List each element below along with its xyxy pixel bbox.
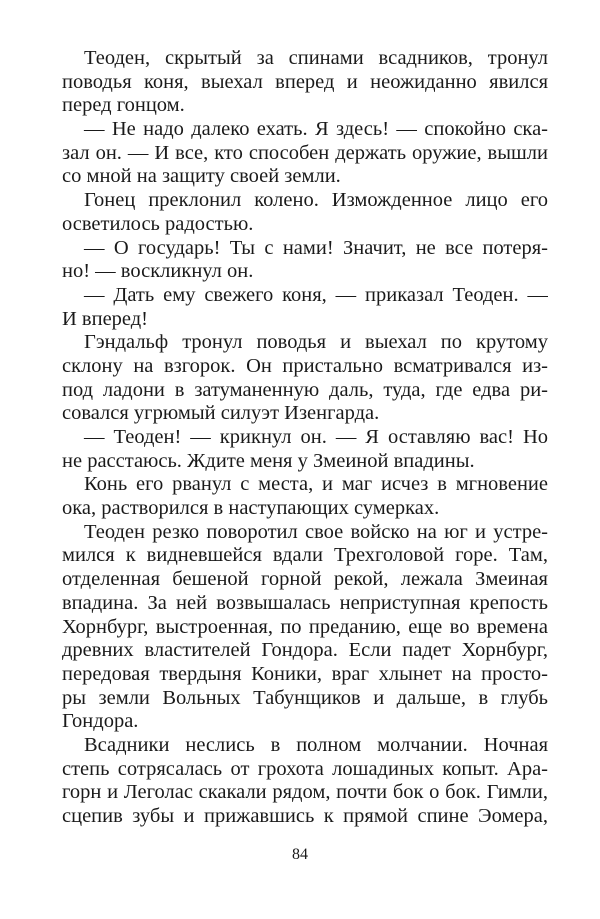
- paragraph: [62, 331, 548, 426]
- text-line: Теоден резко поворотил свое войско на юг и устре-: [84, 520, 548, 543]
- text-line: ока, растворился в наступающих сумерках.: [62, 497, 440, 520]
- text-line: сцепив зубы и прижавшись к прямой спине Эомера,: [62, 805, 548, 827]
- text-line: отделенная бешеной горной рекой, лежала Змеиная: [62, 568, 548, 591]
- text-line: степь сотрясалась от грохота лошадиных копыт. Ара-: [62, 757, 548, 780]
- paragraph: [62, 473, 548, 520]
- text-line: горн и Леголас скакали рядом, почти бок о бок. Гимли,: [62, 781, 548, 804]
- text-line: Всадники неслись в полном молчании. Ночная: [84, 733, 548, 756]
- text-line: впадина. За ней возвышалась неприступная крепость: [62, 591, 548, 614]
- paragraph: [62, 426, 548, 473]
- text-line: не расстаюсь. Ждите меня у Змеиной впадины.: [62, 449, 475, 472]
- paragraph: [62, 237, 548, 284]
- paragraph: [62, 521, 548, 734]
- text-line: совался угрюмый силуэт Изенгарда.: [62, 402, 380, 425]
- paragraph: [62, 47, 548, 118]
- paragraph: [62, 734, 548, 829]
- page-number: 84: [292, 846, 308, 863]
- text-line: Конь его рванул с места, и маг исчез в мгновение: [84, 473, 548, 496]
- book-page-text: [62, 47, 548, 829]
- text-line: Гонец преклонил колено. Изможденное лицо его: [84, 189, 548, 212]
- text-line: ры земли Вольных Табунщиков и дальше, в глубь: [62, 686, 548, 709]
- text-line: со мной на защиту своей земли.: [62, 165, 341, 188]
- paragraph: [62, 284, 548, 331]
- text-line: передовая твердыня Коники, враг хлынет на просто-: [62, 662, 548, 685]
- text-line: — Дать ему свежего коня, — приказал Теоден. —: [84, 283, 548, 306]
- text-line: Гондора.: [62, 710, 139, 733]
- paragraph: [62, 118, 548, 189]
- paragraph: [62, 189, 548, 236]
- text-line: Гэндальф тронул поводья и выехал по крутому: [84, 331, 548, 354]
- text-line: осветилось радостью.: [62, 212, 254, 235]
- text-line: И вперед!: [62, 307, 149, 330]
- text-line: поводья коня, выехал вперед и неожиданно явился: [62, 70, 548, 93]
- text-line: под ладони в затуманенную даль, туда, где едва ри-: [62, 378, 548, 401]
- text-line: Теоден, скрытый за спинами всадников, тронул: [84, 47, 548, 69]
- text-line: — Теоден! — крикнул он. — Я оставляю вас! Но: [84, 426, 548, 448]
- text-line: Хорнбург, выстроенная, по преданию, еще во времена: [62, 615, 548, 638]
- text-line: древних властителей Гондора. Если падет Хорнбург,: [62, 639, 548, 662]
- text-line: — Не надо далеко ехать. Я здесь! — спокойно ска-: [84, 118, 548, 141]
- text-line: но! — воскликнул он.: [62, 260, 254, 283]
- text-line: перед гонцом.: [62, 94, 185, 117]
- text-line: мился к видневшейся вдали Трехголовой горе. Там,: [62, 544, 548, 567]
- text-line: склону на взгорок. Он пристально всматривался из-: [62, 354, 548, 377]
- text-line: зал он. — И все, кто способен держать оружие, вышли: [62, 141, 548, 164]
- text-line: — О государь! Ты с нами! Значит, не все потеря-: [84, 236, 548, 259]
